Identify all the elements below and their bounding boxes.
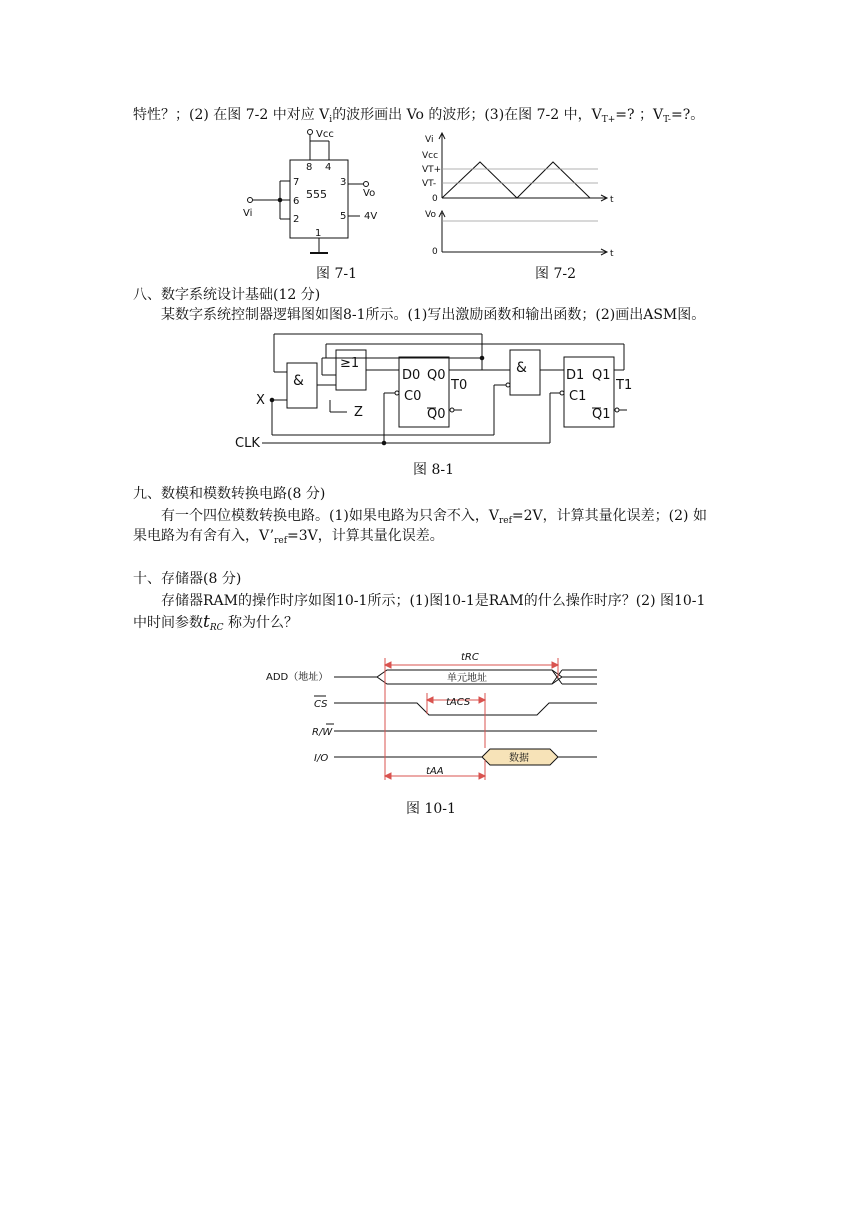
- vo-label: Vo: [363, 188, 376, 199]
- io-label: I/O: [314, 753, 329, 764]
- svg-text:T0: T0: [451, 378, 468, 393]
- svg-text:3: 3: [340, 177, 347, 188]
- figure-10-1-timing-diagram: [262, 648, 607, 788]
- svg-text:2: 2: [293, 214, 300, 225]
- vcc-terminal: [308, 130, 313, 135]
- svg-text:0: 0: [432, 247, 438, 257]
- figure-10-1-caption: 图 10-1: [406, 801, 456, 817]
- section-9-title: 九、数模和模数转换电路(8 分): [133, 486, 326, 502]
- vi-terminal: [248, 198, 253, 203]
- svg-text:D1: D1: [566, 368, 585, 383]
- svg-text:4: 4: [325, 162, 332, 173]
- svg-text:tACS: tACS: [446, 697, 471, 708]
- svg-text:VT-: VT-: [422, 179, 437, 189]
- svg-text:&: &: [293, 373, 304, 389]
- svg-text:C1: C1: [569, 389, 587, 404]
- vo-terminal: [364, 182, 369, 187]
- rw-label: R/W: [312, 727, 333, 738]
- 4v-label: 4V: [364, 211, 378, 222]
- add-label: ADD（地址）: [266, 672, 329, 683]
- section-9-line-2: 果电路为有舍有入，$V’_{ref}=3V$，计算其量化误差。: [133, 528, 444, 546]
- figure-7-2-caption: 图 7-2: [535, 266, 576, 282]
- svg-text:1: 1: [315, 228, 322, 239]
- svg-text:D0: D0: [402, 368, 421, 383]
- figure-8-1-logic-diagram: [232, 330, 632, 455]
- svg-text:C0: C0: [404, 389, 422, 404]
- section-8-body: 某数字系统控制器逻辑图如图8-1所示。(1)写出激励函数和输出函数；(2)画出ASM图。: [161, 307, 706, 323]
- svg-text:t: t: [610, 195, 614, 205]
- svg-text:t: t: [610, 249, 614, 259]
- inverter-bubble: [506, 383, 510, 387]
- section-10-title: 十、存储器(8 分): [133, 571, 242, 587]
- section-10-line-2: 中时间参数$t_{RC}$ 称为什么？: [133, 612, 298, 633]
- q7-text-line: 特性？；(2) 在图 7-2 中对应 $V_i$的波形画出 Vo 的波形；(3)在图 7-2 中，$V_{T+}=$? ；$V_{T-}=$?。: [133, 107, 705, 125]
- svg-text:VT+: VT+: [422, 165, 442, 175]
- section-10-line-1: 存储器RAM的操作时序如图10-1所示；(1)图10-1是RAM的什么操作时序？(2) 图10-1: [161, 593, 706, 609]
- svg-text:tAA: tAA: [426, 766, 444, 777]
- svg-text:&: &: [516, 360, 527, 376]
- section-9-line-1: 有一个四位模数转换电路。(1)如果电路为只舍不入，$V_{ref}=2V$，计算其量化误差；(2) 如: [161, 508, 707, 526]
- svg-text:Q0: Q0: [427, 407, 446, 422]
- svg-text:Q0: Q0: [427, 368, 446, 383]
- cs-label: CS: [314, 699, 328, 710]
- figure-7-1-555-circuit: [238, 126, 388, 261]
- svg-text:Q1: Q1: [592, 368, 611, 383]
- svg-text:Vi: Vi: [425, 135, 434, 145]
- svg-text:8: 8: [306, 162, 313, 173]
- svg-text:Q1: Q1: [592, 407, 611, 422]
- svg-text:≥1: ≥1: [340, 356, 360, 371]
- svg-text:X: X: [256, 393, 265, 408]
- svg-text:5: 5: [340, 211, 347, 222]
- figure-8-1-caption: 图 8-1: [413, 462, 454, 478]
- figure-7-2-waveforms: [420, 128, 625, 263]
- svg-text:6: 6: [293, 196, 300, 207]
- svg-text:数据: 数据: [509, 753, 529, 764]
- vi-label: Vi: [243, 208, 253, 219]
- svg-text:Vo: Vo: [425, 210, 436, 220]
- figure-7-1-caption: 图 7-1: [316, 266, 357, 282]
- svg-text:单元地址: 单元地址: [447, 673, 487, 684]
- svg-text:7: 7: [293, 177, 300, 188]
- svg-text:T1: T1: [616, 378, 633, 393]
- section-8-title: 八、数字系统设计基础(12 分): [133, 287, 321, 303]
- chip-label: 555: [306, 188, 327, 201]
- svg-text:Vcc: Vcc: [422, 151, 439, 161]
- svg-text:CLK: CLK: [235, 436, 260, 451]
- svg-text:Vcc: Vcc: [316, 129, 334, 140]
- svg-text:Z: Z: [354, 405, 363, 420]
- svg-text:0: 0: [432, 194, 438, 204]
- svg-text:tRC: tRC: [461, 652, 479, 663]
